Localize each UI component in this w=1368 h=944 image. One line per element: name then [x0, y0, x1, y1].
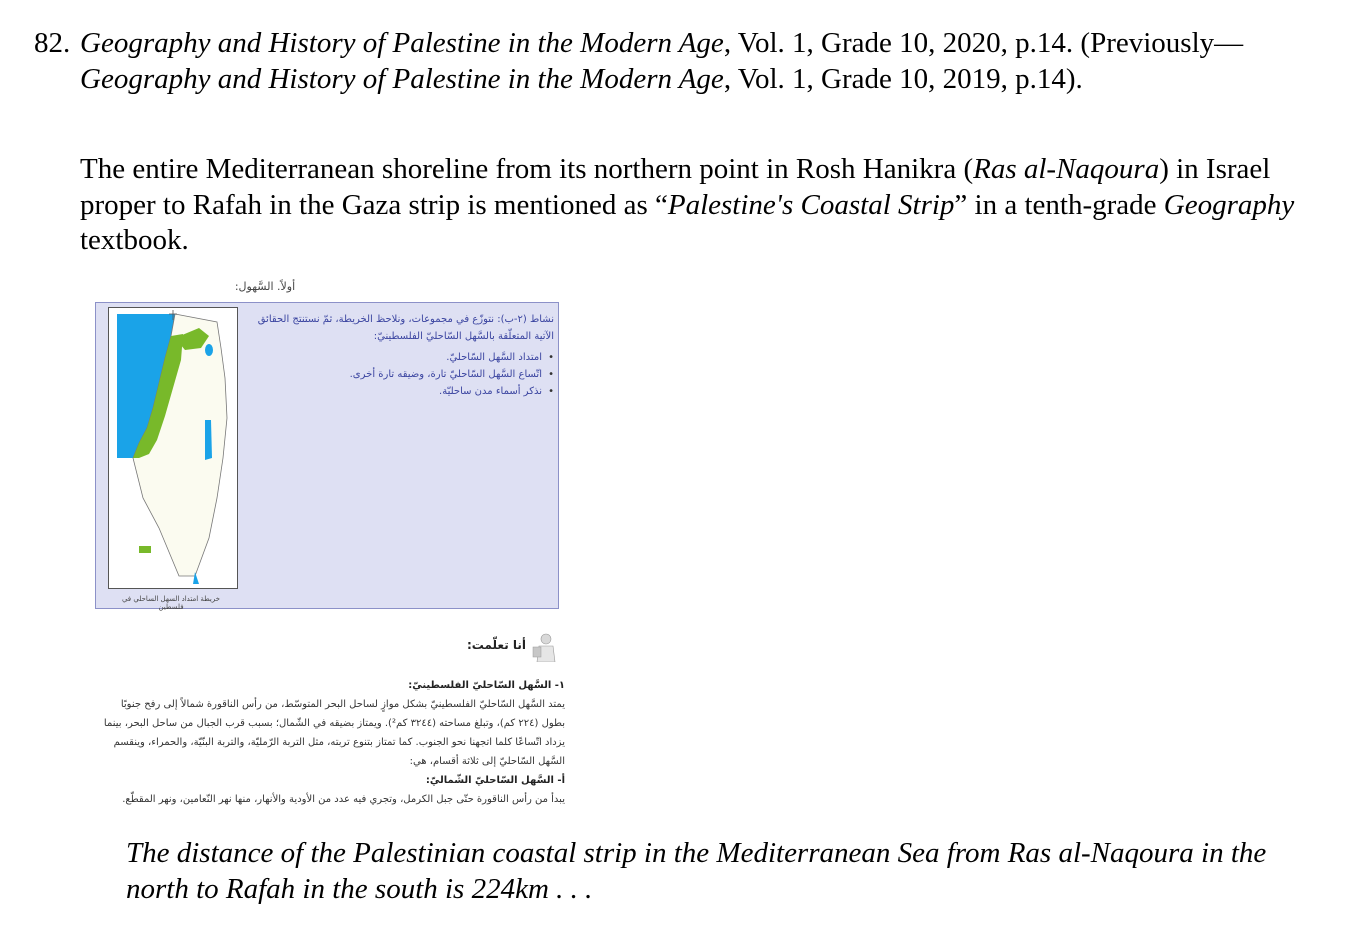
summary-text: ” in a tenth-grade	[954, 188, 1164, 221]
teacher-figure-icon	[532, 632, 558, 662]
learned-label: أنا تعلّمت:	[466, 638, 526, 652]
previous-book-title: Geography and History of Palestine in the Modern Age	[80, 62, 724, 95]
activity-panel	[95, 302, 559, 609]
summary-text: ) in Israel proper to Rafah in the Gaza strip is mentioned as “	[80, 153, 1271, 221]
bullet-item: • نذكر أسماء مدن ساحليّة.	[246, 383, 554, 400]
activity-prompt: نشاط (٢-ب): نتوزّع في مجموعات، ونلاحظ الخريطة، ثمّ نستنتج الحقائق الآتية المتعلّقة بالسَّهل السّاحليّ الفلسطينيّ:	[257, 314, 554, 342]
summary-paragraph	[80, 152, 1340, 259]
learned-header	[452, 630, 558, 664]
activity-text-block	[246, 311, 554, 400]
summary-text: textbook.	[80, 224, 189, 256]
summary-coastal-strip: Palestine's Coastal Strip	[667, 188, 955, 221]
citation-entry	[34, 26, 1334, 97]
citation-text	[80, 26, 1334, 97]
map-graphic	[109, 308, 237, 588]
section-title-plains: أولاً. السَّهول:	[234, 280, 296, 293]
bullet-item: • اتّساع السَّهل السّاحليّ تارة، وضيقه تارة أخرى.	[246, 366, 554, 383]
summary-geography: Geography	[1163, 188, 1295, 221]
lesson-subparagraph: يبدأ من رأس الناقورة حتّى جبل الكرمل، وتجري فيه عدد من الأودية والأنهار، منها نهر النّعامين، ونهر المقطّع.	[122, 794, 565, 805]
bullet-item: • امتداد السَّهل السّاحليّ.	[246, 349, 554, 366]
previous-prefix: (Previously—	[1080, 27, 1244, 59]
book-title: Geography and History of Palestine in the Modern Age	[80, 27, 724, 59]
entry-number: 82.	[34, 27, 71, 59]
translated-quote: The distance of the Palestinian coastal strip in the Mediterranean Sea from Ras al-Naqoura in the north to Rafah in the south is 224km . . .	[126, 837, 1267, 905]
summary-ras-al-naqoura: Ras al-Naqoura	[973, 153, 1160, 185]
coastal-plain-map	[108, 307, 238, 589]
activity-bullets	[246, 349, 554, 400]
lesson-heading: ١- السَّهل السّاحليّ الفلسطينيّ:	[408, 680, 565, 691]
map-caption: خريطة امتداد السهل الساحلي في فلسطين	[121, 595, 221, 611]
book-details: , Vol. 1, Grade 10, 2020, p.14.	[723, 27, 1074, 59]
lesson-subheading: أ- السَّهل السّاحليّ الشّماليّ:	[425, 775, 565, 786]
previous-book-details: , Vol. 1, Grade 10, 2019, p.14).	[723, 62, 1083, 95]
lesson-paragraph: يمتد السَّهل السّاحليّ الفلسطينيّ بشكل موازٍ لساحل البحر المتوسّط، من رأس الناقورة شمالاً إلى رفح جنوبًا بطول (٢٢٤ كم)، وتبلغ مساحته (٣٢٤٤ كم²). ويمتاز بضيقه في الشّمال؛ بسبب قرب الجبال من ساحل البحر، بينما يزداد اتّساعًا كلما اتجهنا نحو الجنوب. كما تمتاز بتنوع تربته، مثل التربة الرّمليّة، والتربة البنّيّة، والحمراء، وينقسم السَّهل السّاحليّ إلى ثلاثة أقسام، هي:	[103, 699, 565, 767]
summary-text: The entire Mediterranean shoreline from its northern point in Rosh Hanikra (	[80, 153, 974, 185]
lesson-text	[95, 676, 565, 809]
